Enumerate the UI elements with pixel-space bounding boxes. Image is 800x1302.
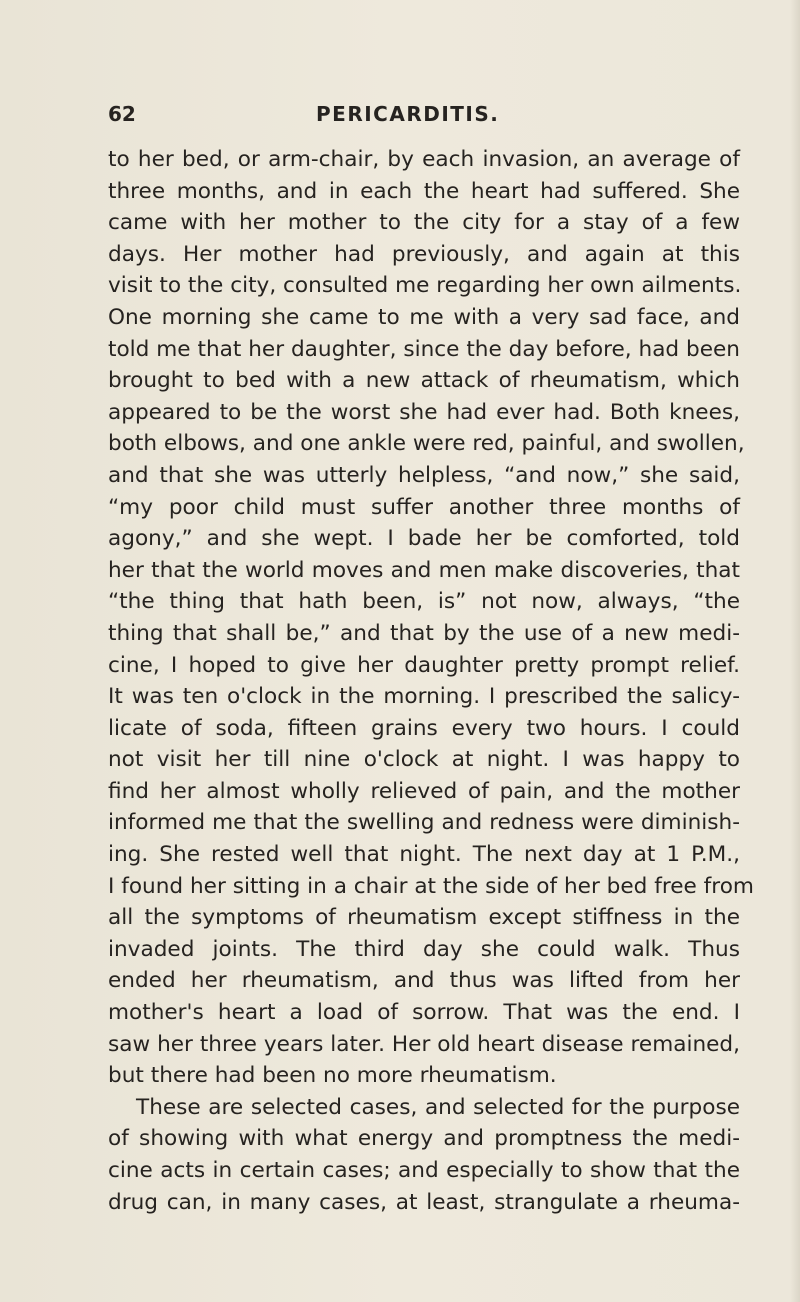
text-line: all the symptoms of rheumatism except stiffness in the <box>108 905 740 931</box>
text-line: both elbows, and one ankle were red, painful, and swollen, <box>108 431 745 457</box>
text-line: mother's heart a load of sorrow. That was the end. I <box>108 1000 740 1026</box>
text-line: thing that shall be,” and that by the use of a new medi- <box>108 620 740 646</box>
text-line: her that the world moves and men make discoveries, that <box>108 557 740 583</box>
page-edge-shadow <box>790 0 800 1302</box>
text-line: drug can, in many cases, at least, strangulate a rheuma- <box>108 1189 740 1215</box>
text-line: appeared to be the worst she had ever had. Both knees, <box>108 399 740 425</box>
page-number: 62 <box>108 102 136 126</box>
text-line: saw her three years later. Her old heart disease remained, <box>108 1031 740 1057</box>
text-line: find her almost wholly relieved of pain, and the mother <box>108 778 740 804</box>
text-line: licate of soda, fifteen grains every two hours. I could <box>108 715 740 741</box>
text-line: days. Her mother had previously, and again at this <box>108 241 740 267</box>
text-line: ing. She rested well that night. The next day at 1 P.M., <box>108 842 740 868</box>
text-line: It was ten o'clock in the morning. I prescribed the salicy- <box>108 684 740 710</box>
page-header <box>108 102 728 132</box>
text-line: ended her rheumatism, and thus was lifted from her <box>108 968 740 994</box>
text-line: invaded joints. The third day she could walk. Thus <box>108 936 740 962</box>
text-line: not visit her till nine o'clock at night. I was happy to <box>108 747 740 773</box>
running-head: PERICARDITIS. <box>316 102 500 126</box>
text-line: “my poor child must suffer another three months of <box>108 494 740 520</box>
text-line: and that she was utterly helpless, “and now,” she said, <box>108 462 740 488</box>
text-line: cine, I hoped to give her daughter pretty prompt relief. <box>108 652 740 678</box>
paragraph-start-line: These are selected cases, and selected for the purpose <box>136 1094 740 1120</box>
text-line: One morning she came to me with a very sad face, and <box>108 304 740 330</box>
text-line: cine acts in certain cases; and especially to show that the <box>108 1158 740 1183</box>
text-line: I found her sitting in a chair at the side of her bed free from <box>108 873 754 899</box>
text-line: of showing with what energy and promptness the medi- <box>108 1126 740 1152</box>
text-line: brought to bed with a new attack of rheumatism, which <box>108 368 740 394</box>
text-line: informed me that the swelling and redness were diminish- <box>108 810 740 836</box>
text-line: visit to the city, consulted me regarding her own ailments. <box>108 273 742 299</box>
text-line: three months, and in each the heart had suffered. She <box>108 178 740 204</box>
text-line: “the thing that hath been, is” not now, always, “the <box>108 589 740 615</box>
text-line: came with her mother to the city for a stay of a few <box>108 210 740 236</box>
text-line: to her bed, or arm-chair, by each invasion, an average of <box>108 147 740 172</box>
text-line: agony,” and she wept. I bade her be comforted, told <box>108 526 740 552</box>
text-line: told me that her daughter, since the day before, had been <box>108 336 740 362</box>
text-line: but there had been no more rheumatism. <box>108 1063 557 1089</box>
body-text <box>108 144 754 1218</box>
